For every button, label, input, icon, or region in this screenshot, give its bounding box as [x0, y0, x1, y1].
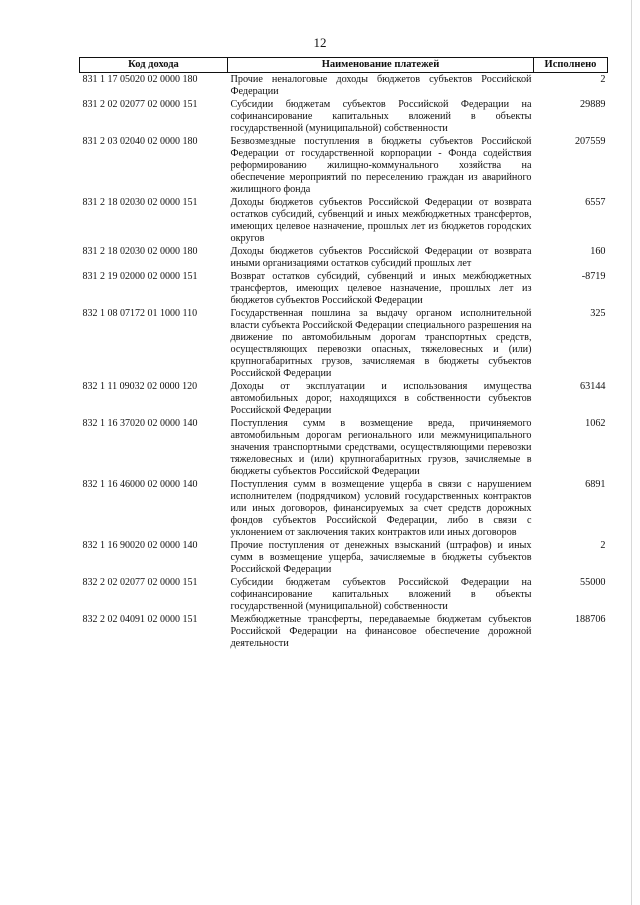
table-row: [80, 307, 608, 380]
table-row: [80, 380, 608, 417]
row-name: Прочие неналоговые доходы бюджетов субъектов Российской Федерации: [230, 74, 532, 97]
row-code: 831 2 18 02030 02 0000 151: [82, 197, 198, 208]
row-code: 831 2 03 02040 02 0000 180: [82, 136, 198, 147]
row-amount: 207559: [574, 136, 606, 147]
row-code: 832 1 08 07172 01 1000 110: [82, 308, 198, 319]
row-code: 832 2 02 04091 02 0000 151: [82, 614, 198, 625]
row-name: Поступления сумм в возмещение ущерба в связи с нарушением исполнителем (подрядчиком) условий государственных контрактов или иных договоров, финансируемых за счет средств дорожных фондов субъектов Российской Федерации, либо в связи с уклонением от заключения таких контрактов или иных договоров: [230, 479, 532, 538]
table-row: [80, 245, 608, 270]
row-name: Субсидии бюджетам субъектов Российской Федерации на софинансирование капитальных вложений в объекты государственной (муниципальной) собственности: [230, 99, 532, 134]
row-code: 832 1 16 90020 02 0000 140: [82, 540, 198, 551]
row-amount: -8719: [581, 271, 606, 282]
row-name: Безвозмездные поступления в бюджеты субъектов Российской Федерации от государственной корпорации - Фонда содействия реформированию жилищно-коммунального хозяйства на обеспечение мероприятий по переселению граждан из аварийного жилищного фонда: [230, 136, 532, 195]
row-amount: 325: [590, 308, 606, 319]
row-code: 832 2 02 02077 02 0000 151: [82, 577, 198, 588]
header-name: Наименование платежей: [228, 58, 534, 73]
row-name: Доходы бюджетов субъектов Российской Федерации от возврата остатков субсидий, субвенций и иных межбюджетных трансфертов, имеющих целевое назначение, прошлых лет из бюджетов городских округов: [230, 197, 532, 244]
row-name: Субсидии бюджетам субъектов Российской Федерации на софинансирование капитальных вложений в объекты государственной (муниципальной) собственности: [230, 577, 532, 612]
row-code: 831 1 17 05020 02 0000 180: [82, 74, 198, 85]
table-row: [80, 73, 608, 99]
table-row: [80, 196, 608, 245]
row-amount: 63144: [580, 381, 606, 392]
table-header-row: [80, 58, 608, 73]
table-row: [80, 613, 608, 650]
table-row: [80, 576, 608, 613]
table-row: [80, 478, 608, 539]
row-name: Доходы от эксплуатации и использования имущества автомобильных дорог, находящихся в собственности субъектов Российской Федерации: [230, 381, 532, 416]
row-amount: 55000: [580, 577, 606, 588]
row-code: 831 2 02 02077 02 0000 151: [82, 99, 198, 110]
row-code: 832 1 11 09032 02 0000 120: [82, 381, 198, 392]
page-number: 12: [313, 35, 327, 50]
row-name: Государственная пошлина за выдачу органом исполнительной власти субъекта Российской Федерации специального разрешения на движение по автомобильным дорогам транспортных средств, осуществляющих перевозки опасных, тяжеловесных и (или) крупногабаритных грузов, зачисляемая в бюджеты субъектов Российской Федерации: [230, 308, 532, 379]
row-name: Доходы бюджетов субъектов Российской Федерации от возврата иными организациями остатков субсидий прошлых лет: [230, 246, 532, 269]
revenue-table: [79, 57, 608, 650]
table-row: [80, 539, 608, 576]
row-code: 832 1 16 46000 02 0000 140: [82, 479, 198, 490]
row-amount: 2: [600, 540, 606, 551]
header-code: Код дохода: [80, 58, 228, 73]
row-amount: 160: [590, 246, 606, 257]
row-name: Поступления сумм в возмещение вреда, причиняемого автомобильным дорогам регионального или межмуниципального значения транспортными средствами, осуществляющими перевозки тяжеловесных и (или) крупногабаритных грузов, зачисляемые в бюджеты субъектов Российской Федерации: [230, 418, 532, 477]
row-amount: 2: [600, 74, 606, 85]
row-name: Возврат остатков субсидий, субвенций и иных межбюджетных трансфертов, имеющих целевое назначение, прошлых лет из бюджетов субъектов Российской Федерации: [230, 271, 532, 306]
table-row: [80, 270, 608, 307]
table-row: [80, 98, 608, 135]
page-edge-line: [631, 0, 632, 905]
row-name: Прочие поступления от денежных взысканий (штрафов) и иных сумм в возмещение ущерба, зачисляемые в бюджеты субъектов Российской Федерации: [230, 540, 532, 575]
table-body: [80, 73, 608, 651]
row-code: 831 2 19 02000 02 0000 151: [82, 271, 198, 282]
row-amount: 29889: [580, 99, 606, 110]
row-code: 832 1 16 37020 02 0000 140: [82, 418, 198, 429]
row-amount: 6891: [585, 479, 606, 490]
row-code: 831 2 18 02030 02 0000 180: [82, 246, 198, 257]
row-amount: 188706: [574, 614, 606, 625]
row-amount: 1062: [585, 418, 606, 429]
header-amount: Исполнено: [534, 58, 608, 73]
table-row: [80, 417, 608, 478]
row-amount: 6557: [585, 197, 606, 208]
table-row: [80, 135, 608, 196]
row-name: Межбюджетные трансферты, передаваемые бюджетам субъектов Российской Федерации на финансовое обеспечение дорожной деятельности: [230, 614, 532, 649]
